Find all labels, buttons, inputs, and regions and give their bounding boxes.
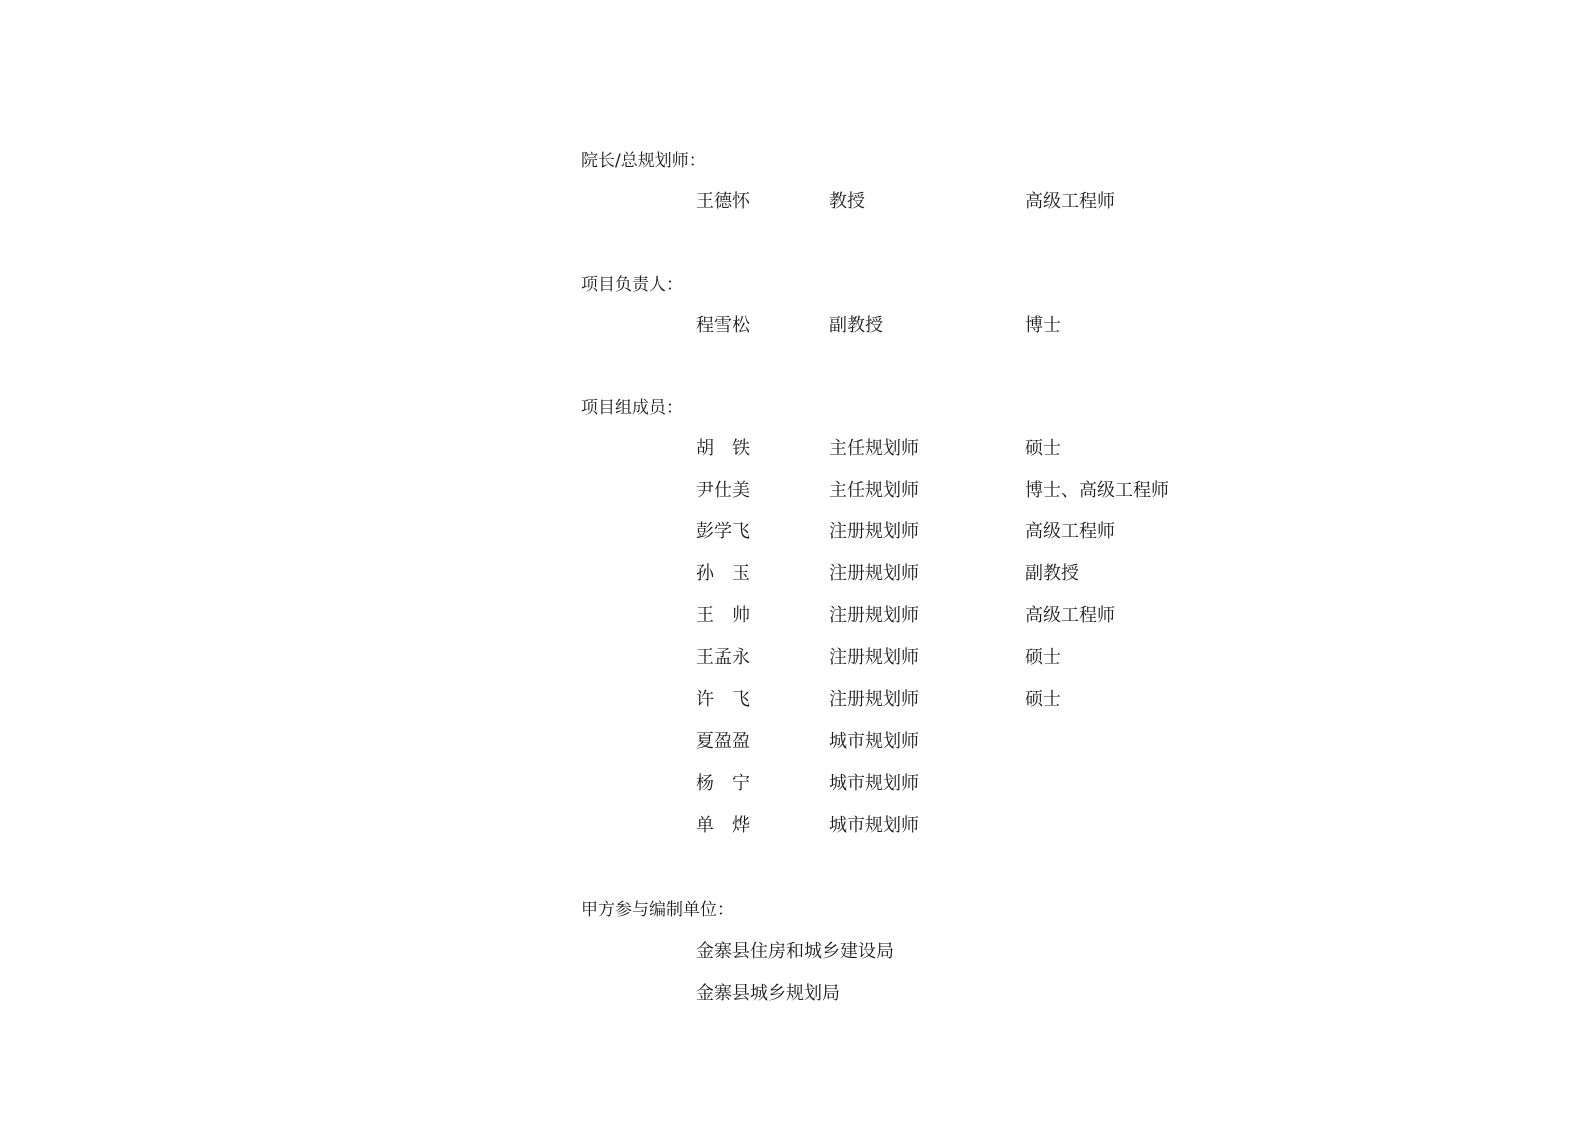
staff-row [0,438,1587,460]
section-heading-client: 甲方参与编制单位： [581,900,734,920]
client-unit: 金寨县住房和城乡建设局 [696,941,894,962]
staff-title: 城市规划师 [829,731,919,752]
staff-row [0,815,1587,837]
staff-degree: 硕士 [1025,438,1061,459]
staff-row [0,480,1587,502]
staff-degree: 高级工程师 [1025,191,1115,212]
staff-row [0,647,1587,669]
staff-degree: 博士 [1025,315,1061,336]
staff-title: 注册规划师 [829,521,919,542]
staff-row [0,605,1587,627]
staff-row [0,315,1587,337]
staff-name: 夏盈盈 [696,731,750,752]
section-heading-dean: 院长/总规划师： [581,151,706,171]
staff-name: 单 烨 [696,815,750,836]
section-heading-leader: 项目负责人： [581,275,683,295]
staff-name: 程雪松 [696,315,750,336]
staff-name: 王孟永 [696,647,750,668]
staff-title: 主任规划师 [829,438,919,459]
staff-row [0,563,1587,585]
staff-title: 注册规划师 [829,647,919,668]
staff-degree: 博士、高级工程师 [1025,480,1169,501]
staff-name: 许 飞 [696,689,750,710]
staff-name: 尹仕美 [696,480,750,501]
staff-name: 王德怀 [696,191,750,212]
staff-degree: 副教授 [1025,563,1079,584]
section-heading-members: 项目组成员： [581,398,683,418]
staff-degree: 硕士 [1025,689,1061,710]
staff-title: 城市规划师 [829,773,919,794]
client-unit: 金寨县城乡规划局 [696,983,840,1004]
staff-name: 王 帅 [696,605,750,626]
staff-name: 胡 铁 [696,438,750,459]
staff-title: 注册规划师 [829,689,919,710]
staff-title: 注册规划师 [829,605,919,626]
staff-row [0,191,1587,213]
staff-degree: 高级工程师 [1025,521,1115,542]
staff-title: 主任规划师 [829,480,919,501]
staff-title: 副教授 [829,315,883,336]
staff-title: 教授 [829,191,865,212]
staff-row [0,689,1587,711]
staff-row [0,773,1587,795]
staff-name: 杨 宁 [696,773,750,794]
staff-degree: 高级工程师 [1025,605,1115,626]
staff-name: 孙 玉 [696,563,750,584]
staff-title: 注册规划师 [829,563,919,584]
staff-title: 城市规划师 [829,815,919,836]
staff-degree: 硕士 [1025,647,1061,668]
staff-name: 彭学飞 [696,521,750,542]
staff-row [0,731,1587,753]
staff-row [0,521,1587,543]
